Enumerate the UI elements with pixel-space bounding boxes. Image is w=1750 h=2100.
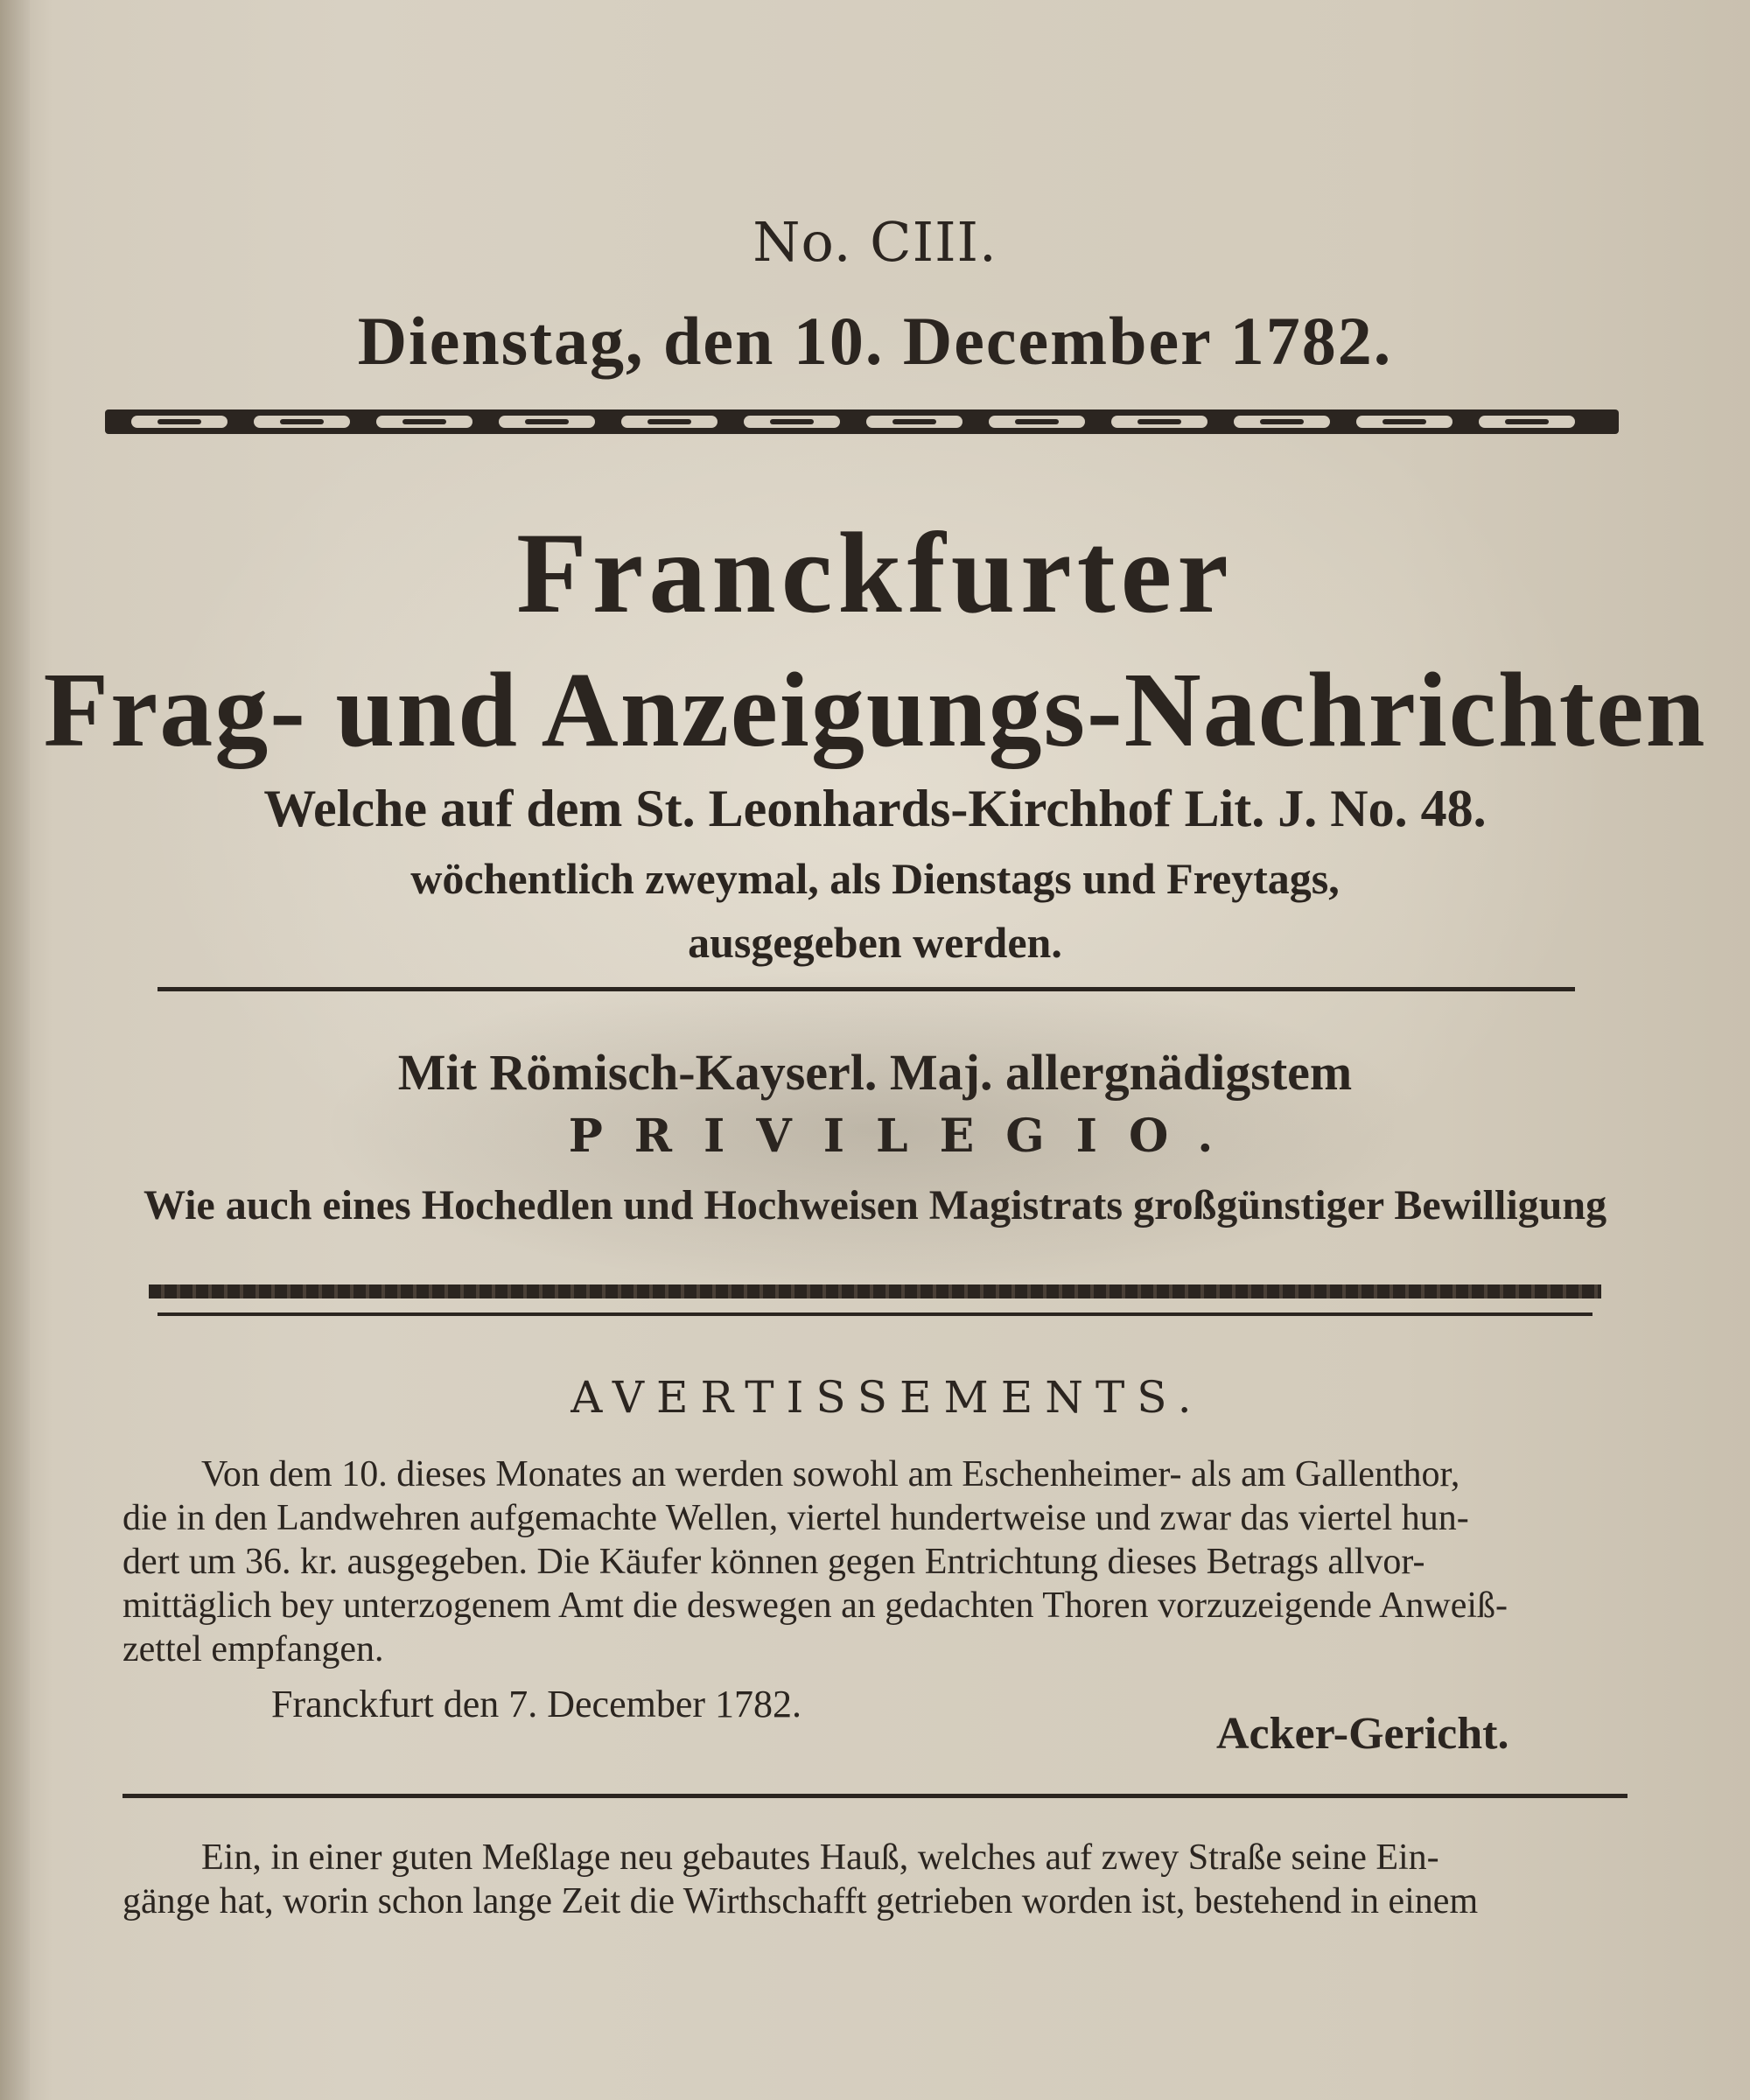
notice-line: dert um 36. kr. ausgegeben. Die Käufer können gegen Entrichtung dieses Betrags allvor- — [122, 1542, 1425, 1582]
ornamental-divider-rule — [149, 1284, 1601, 1298]
masthead-subtitle-line3: ausgegeben werden. — [688, 918, 1062, 967]
issue-number: No. CIII. — [752, 210, 998, 274]
masthead-title-line1: Franckfurter — [516, 508, 1234, 637]
issue-date: Dienstag, den 10. December 1782. — [357, 303, 1393, 379]
privilege-line1: Mit Römisch-Kayserl. Maj. allergnädigstem — [397, 1044, 1353, 1101]
notice-line: zettel empfangen. — [122, 1629, 384, 1670]
divider-rule — [122, 1794, 1628, 1798]
notice-line: Von dem 10. dieses Monates an werden sowohl am Eschenheimer- als am Gallenthor, — [201, 1454, 1460, 1494]
privilege-line2: PRIVILEGIO. — [568, 1110, 1245, 1163]
privilege-line3: Wie auch eines Hochedlen und Hochweisen Magistrats großgünstiger Bewilligung — [143, 1182, 1607, 1228]
notice-place-date: Franckfurt den 7. December 1782. — [271, 1683, 802, 1726]
notice-signature: Acker-Gericht. — [1216, 1709, 1509, 1759]
notice-line: die in den Landwehren aufgemachte Wellen, viertel hundertweise und zwar das viertel hun- — [122, 1498, 1469, 1538]
divider-rule — [158, 987, 1575, 991]
divider-rule — [158, 1312, 1592, 1316]
notice-paragraph — [122, 1452, 1645, 1671]
decorative-chain-border — [105, 404, 1619, 439]
masthead-title-line2: Frag- und Anzeigungs-Nachrichten — [43, 651, 1707, 769]
masthead-subtitle-line2: wöchentlich zweymal, als Dienstags und Freytags, — [410, 854, 1340, 903]
notice-paragraph — [122, 1836, 1645, 1923]
section-heading: AVERTISSEMENTS. — [570, 1372, 1204, 1423]
notice-line: mittäglich bey unterzogenem Amt die deswegen an gedachten Thoren vorzuzeigende Anweiß- — [122, 1586, 1508, 1626]
notice-line: gänge hat, worin schon lange Zeit die Wirthschafft getrieben worden ist, bestehend in einem — [122, 1881, 1479, 1922]
notice-line: Ein, in einer guten Meßlage neu gebautes Hauß, welches auf zwey Straße seine Ein- — [201, 1838, 1439, 1878]
masthead-subtitle-line1: Welche auf dem St. Leonhards-Kirchhof Lit. J. No. 48. — [263, 780, 1487, 837]
